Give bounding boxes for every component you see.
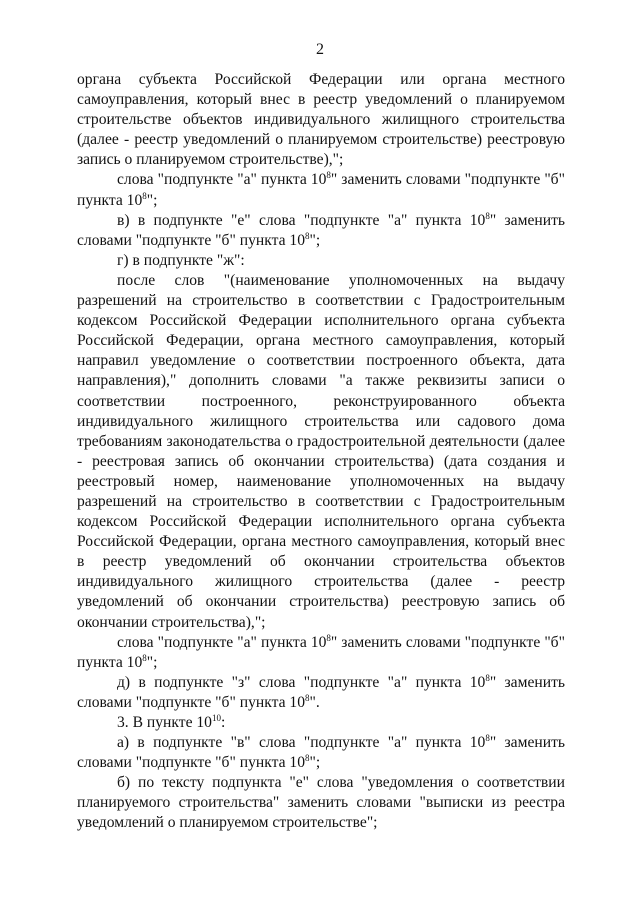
paragraph-text: слова "подпункте "а" пункта 10	[117, 171, 327, 189]
superscript: 8	[326, 170, 331, 181]
paragraph-text: в) в подпункте "е" слова "подпункте "а" пункта 10	[117, 211, 486, 229]
superscript: 8	[305, 753, 310, 764]
paragraph	[77, 633, 565, 673]
paragraph-text: " заменить словами "подпункте "б" пункта 10	[77, 211, 565, 249]
paragraph-text: а) в подпункте "в" слова "подпункте "а" пункта 10	[117, 734, 486, 752]
paragraph-text: 3. В пункте 10	[117, 714, 212, 731]
paragraph-text: ";	[309, 754, 321, 772]
paragraph-text: " заменить словами "подпункте "б" пункта 10	[77, 734, 565, 772]
paragraph-text: ";	[146, 191, 158, 209]
paragraph	[77, 251, 565, 271]
paragraph-text: :	[220, 714, 226, 731]
paragraph-text: г) в подпункте "ж":	[117, 251, 245, 269]
superscript: 8	[142, 652, 147, 663]
paragraph	[77, 673, 565, 713]
paragraph	[77, 733, 565, 773]
paragraph	[77, 170, 565, 210]
document-body	[77, 70, 565, 834]
superscript: 8	[142, 190, 147, 201]
paragraph	[77, 773, 565, 833]
paragraph-text: органа субъекта Российской Федерации или органа местного самоуправления, который внес в реестр уведомлений о планируемом строительстве объектов индивидуального жилищного строительства (далее - реестр уведомлений о планируемом строительстве) реестровую запись о планируемом строительстве),";	[77, 71, 565, 169]
paragraph-text: " заменить словами "подпункте "б" пункта 10	[77, 171, 565, 209]
superscript: 8	[305, 692, 310, 703]
superscript: 8	[326, 632, 331, 643]
paragraph	[77, 271, 565, 633]
paragraph	[77, 211, 565, 251]
superscript: 8	[485, 672, 490, 683]
superscript: 8	[485, 733, 490, 744]
page-number: 2	[316, 41, 324, 58]
paragraph-text: ".	[309, 693, 320, 711]
paragraph-text: после слов "(наименование уполномоченных на выдачу разрешений на строительство в соответствии с Градостроительным кодексом Российской Федерации исполнительного органа субъекта Российской Федерации, органа местного самоуправления, который направил уведомление о соответствии построенного объекта, дата направления)," дополнить словами "а также реквизиты записи о соответствии построенного, реконструированного объекта индивидуального жилищного строительства или садового дома требованиям законодательства о градостроительной деятельности (далее - реестровая запись об окончании строительства) (дата создания и реестровый номер, наименование уполномоченных на выдачу разрешений на строительство в соответствии с Градостроительным кодексом Российской Федерации исполнительного органа субъекта Российской Федерации, органа местного самоуправления, который внес в реестр уведомлений об окончании строительства объектов индивидуального жилищного строительства (далее - реестр уведомлений об окончании строительства) реестровую запись об окончании строительства),";	[77, 271, 565, 631]
superscript: 8	[305, 230, 310, 241]
superscript: 8	[485, 210, 490, 221]
paragraph-text: ";	[309, 231, 321, 249]
paragraph-text: " заменить словами "подпункте "б" пункта 10	[77, 673, 565, 711]
paragraph-text: д) в подпункте "з" слова "подпункте "а" пункта 10	[117, 673, 486, 691]
paragraph-text: слова "подпункте "а" пункта 10	[117, 633, 327, 651]
paragraph	[77, 713, 565, 733]
paragraph-text: " заменить словами "подпункте "б" пункта 10	[77, 633, 565, 671]
paragraph	[77, 70, 565, 170]
paragraph-text: ";	[146, 653, 158, 671]
paragraph-text: б) по тексту подпункта "е" слова "уведомления о соответствии планируемого строительства" заменить словами "выписки из реестра уведомлений о планируемом строительстве";	[77, 774, 565, 832]
superscript: 10	[211, 713, 221, 723]
